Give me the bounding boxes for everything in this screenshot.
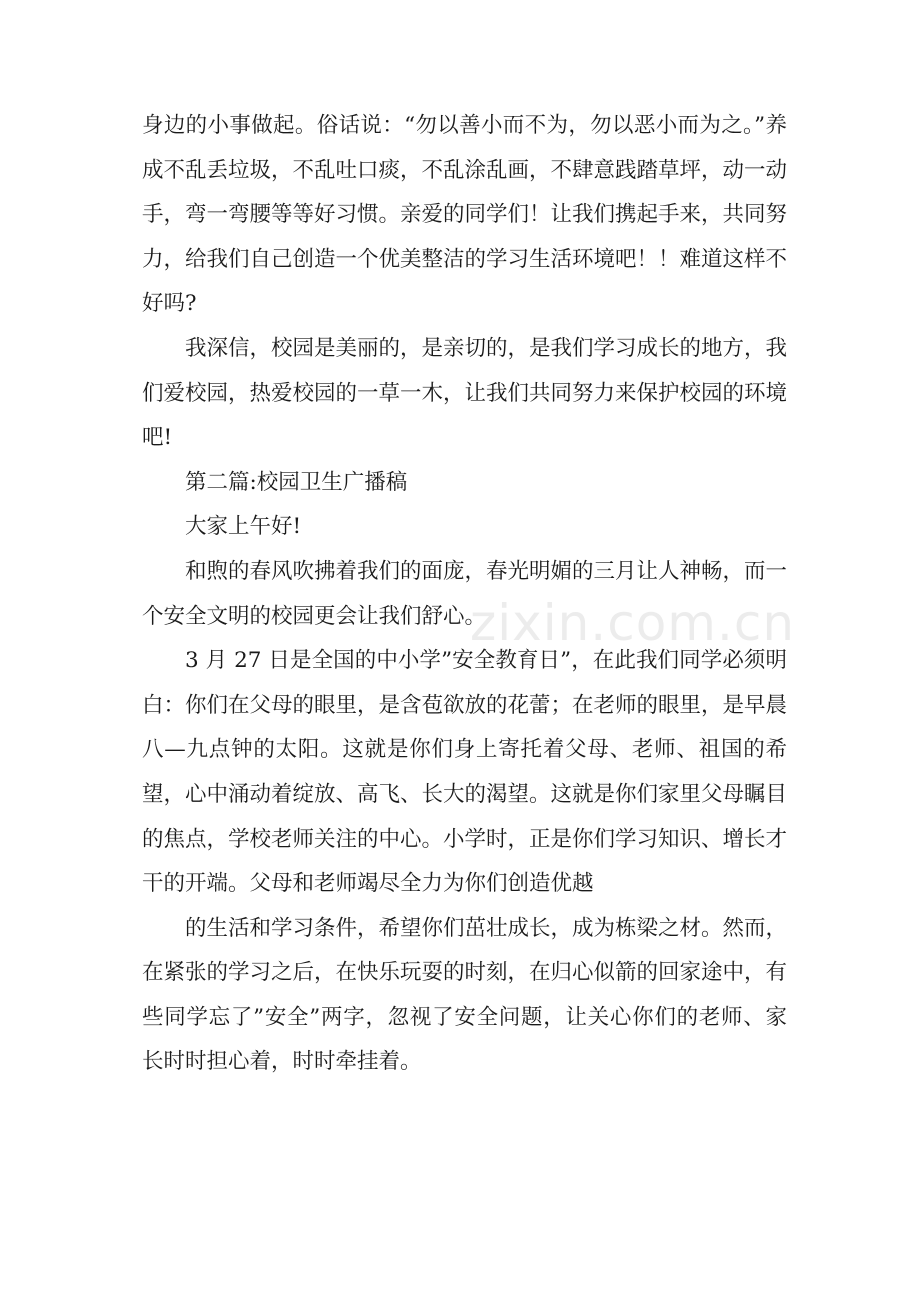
greeting: 大家上午好!	[185, 514, 302, 540]
paragraph-5: 3 月 27 日是全国的中小学”安全教育日”，在此我们同学必须明白：你们在父母的眼里，是含苞欲放的花蕾；在老师的眼里，是早晨八—九点钟的太阳。这就是你们身上寄托着父母、老师、祖国的希望，心中涌动着绽放、高飞、长大的渴望。这就是你们家里父母瞩目的焦点，学校老师关注的中心。小学时，正是你们学习知识、增长才干的开端。父母和老师竭尽全力为你们创造优越	[142, 648, 788, 897]
watermark: zixin.com.cn	[470, 594, 796, 652]
paragraph-1: 身边的小事做起。俗话说：“勿以善小而不为，勿以恶小而为之。”养成不乱丢垃圾，不乱吐口痰，不乱涂乱画，不肆意践踏草坪，动一动手，弯一弯腰等等好习惯。亲爱的同学们！让我们携起手来，共同努力，给我们自己创造一个优美整洁的学习生活环境吧！！难道这样不好吗?	[142, 113, 788, 317]
paragraph-6: 的生活和学习条件，希望你们茁壮成长，成为栋梁之材。然而，在紧张的学习之后，在快乐玩耍的时刻，在归心似箭的回家途中，有些同学忘了”安全”两字，忽视了安全问题，让关心你们的老师、家长时时担心着，时时牵挂着。	[142, 915, 788, 1075]
section-heading: 第二篇:校园卫生广播稿	[185, 469, 408, 495]
paragraph-4: 和煦的春风吹拂着我们的面庞，春光明媚的三月让人神畅，而一个安全文明的校园更会让我们舒心。	[142, 558, 788, 629]
document-body	[142, 104, 787, 1085]
paragraph-2: 我深信，校园是美丽的，是亲切的，是我们学习成长的地方，我们爱校园，热爱校园的一草一木，让我们共同努力来保护校园的环境吧!	[142, 335, 788, 451]
